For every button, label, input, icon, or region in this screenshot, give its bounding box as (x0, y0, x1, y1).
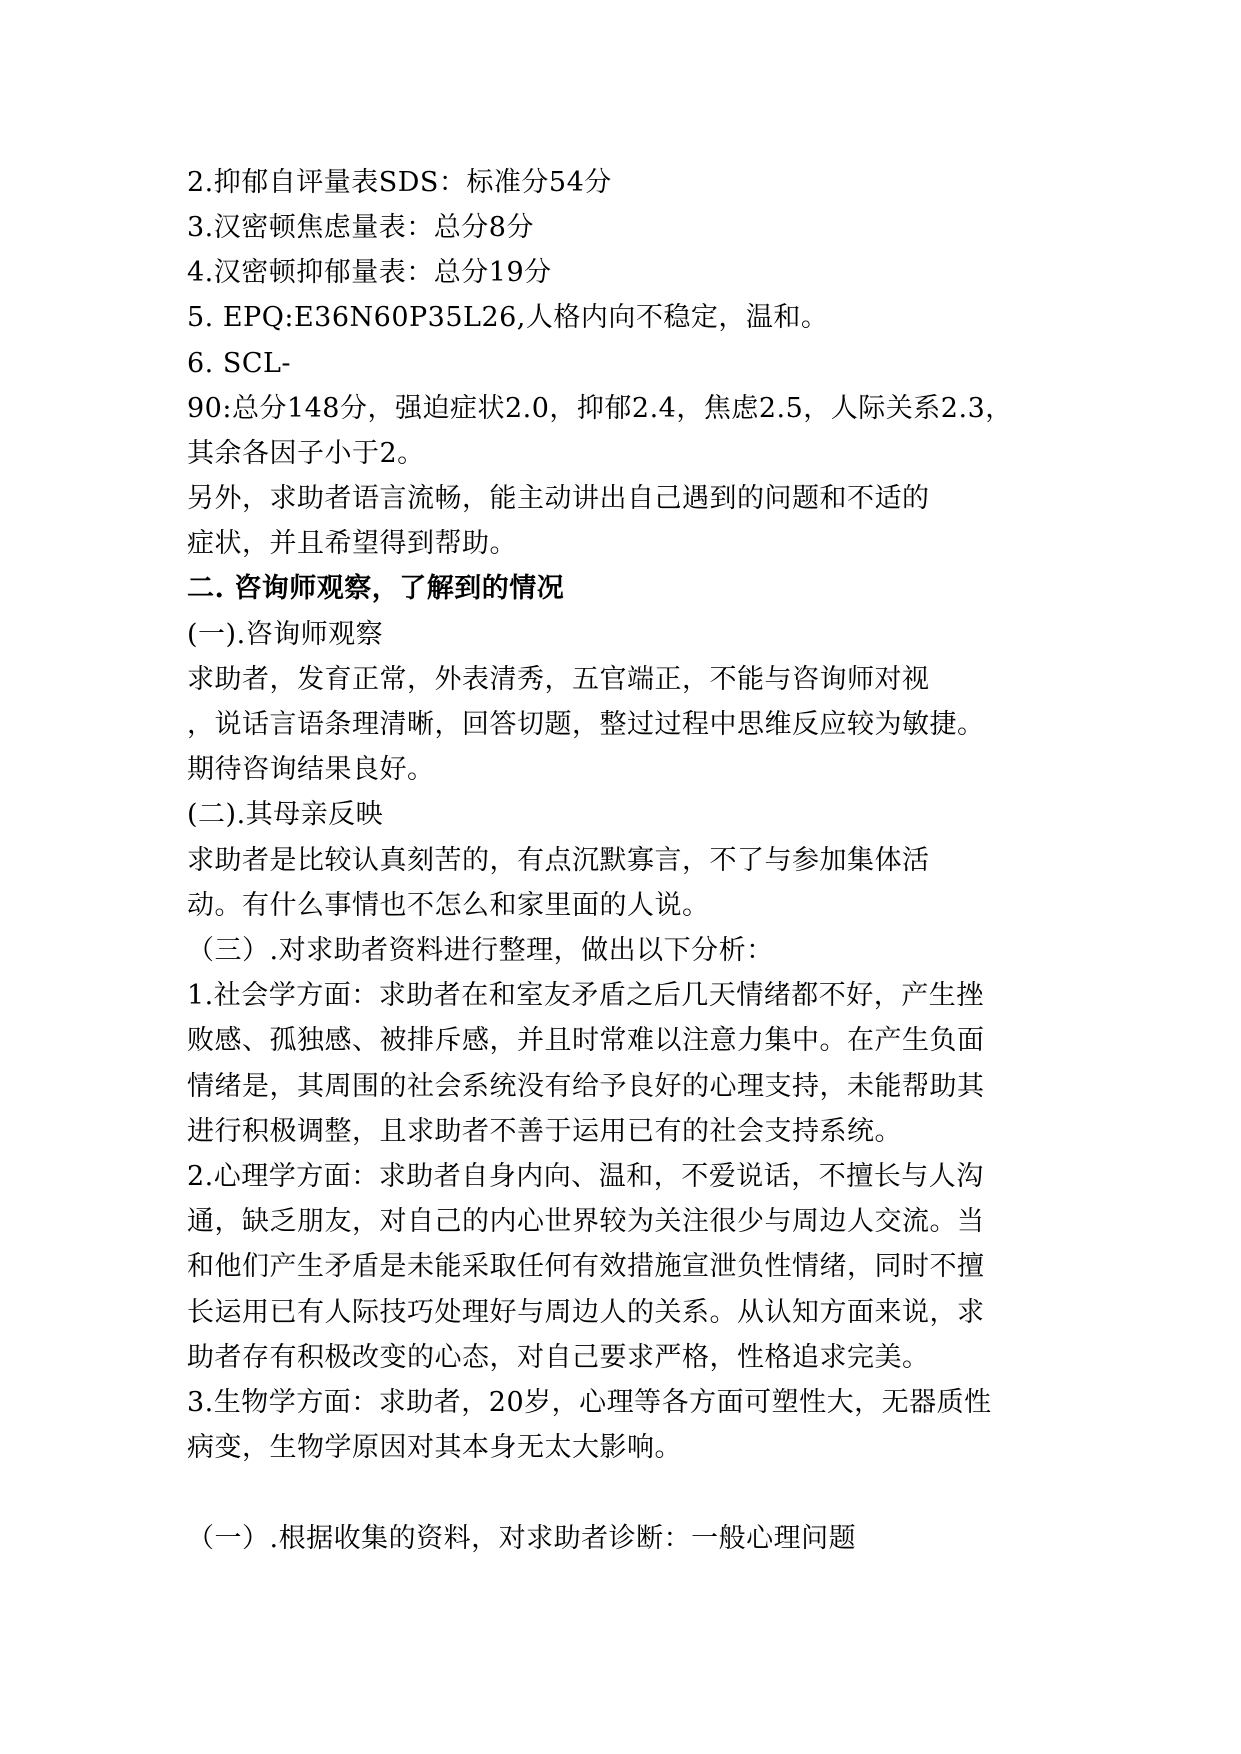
analysis-line: 进行积极调整，且求助者不善于运用已有的社会支持系统。 (187, 1116, 902, 1147)
analysis-line: 情绪是，其周围的社会系统没有给予良好的心理支持，未能帮助其 (187, 1071, 985, 1102)
analysis-line: 2.心理学方面：求助者自身内向、温和，不爱说话，不擅长与人沟 (187, 1161, 984, 1192)
text-line: 90:总分148分，强迫症状2.0，抑郁2.4，焦虑2.5，人际关系2.3， (187, 393, 1013, 424)
paragraph-line: 求助者是比较认真刻苦的，有点沉默寡言，不了与参加集体活 (187, 845, 930, 876)
paragraph-line: 另外，求助者语言流畅，能主动讲出自己遇到的问题和不适的 (187, 483, 930, 514)
analysis-line: 病变，生物学原因对其本身无太大影响。 (187, 1432, 682, 1463)
subsection-heading: （三）.对求助者资料进行整理，做出以下分析： (187, 935, 774, 966)
text-line: 其余各因子小于2。 (187, 438, 425, 469)
paragraph-line: ，说话言语条理清晰，回答切题，整过过程中思维反应较为敏捷。 (187, 709, 985, 740)
paragraph-line: 期待咨询结果良好。 (187, 754, 435, 785)
analysis-line: 3.生物学方面：求助者，20岁，心理等各方面可塑性大，无器质性 (187, 1387, 992, 1418)
analysis-line: 败感、孤独感、被排斥感，并且时常难以注意力集中。在产生负面 (187, 1025, 985, 1056)
analysis-line: 通，缺乏朋友，对自己的内心世界较为关注很少与周边人交流。当 (187, 1206, 985, 1237)
section-heading: 二. 咨询师观察，了解到的情况 (187, 573, 565, 604)
paragraph-line: 症状，并且希望得到帮助。 (187, 528, 517, 559)
diagnosis-line: （一）.根据收集的资料，对求助者诊断：一般心理问题 (187, 1523, 857, 1554)
text-line: 4.汉密顿抑郁量表：总分19分 (187, 257, 552, 288)
analysis-line: 和他们产生矛盾是未能采取任何有效措施宣泄负性情绪，同时不擅 (187, 1251, 985, 1282)
text-line: 3.汉密顿焦虑量表：总分8分 (187, 212, 534, 243)
subsection-heading: (二).其母亲反映 (187, 799, 384, 830)
analysis-line: 1.社会学方面：求助者在和室友矛盾之后几天情绪都不好，产生挫 (187, 980, 984, 1011)
paragraph-line: 求助者，发育正常，外表清秀，五官端正，不能与咨询师对视 (187, 664, 930, 695)
analysis-line: 助者存有积极改变的心态，对自己要求严格，性格追求完美。 (187, 1342, 930, 1373)
analysis-line: 长运用已有人际技巧处理好与周边人的关系。从认知方面来说，求 (187, 1297, 985, 1328)
text-line: 2.抑郁自评量表SDS：标准分54分 (187, 167, 612, 198)
text-line: 5. EPQ:E36N60P35L26,人格内向不稳定，温和。 (187, 302, 829, 333)
paragraph-line: 动。有什么事情也不怎么和家里面的人说。 (187, 890, 710, 921)
subsection-heading: (一).咨询师观察 (187, 619, 384, 650)
text-line: 6. SCL- (187, 348, 292, 379)
